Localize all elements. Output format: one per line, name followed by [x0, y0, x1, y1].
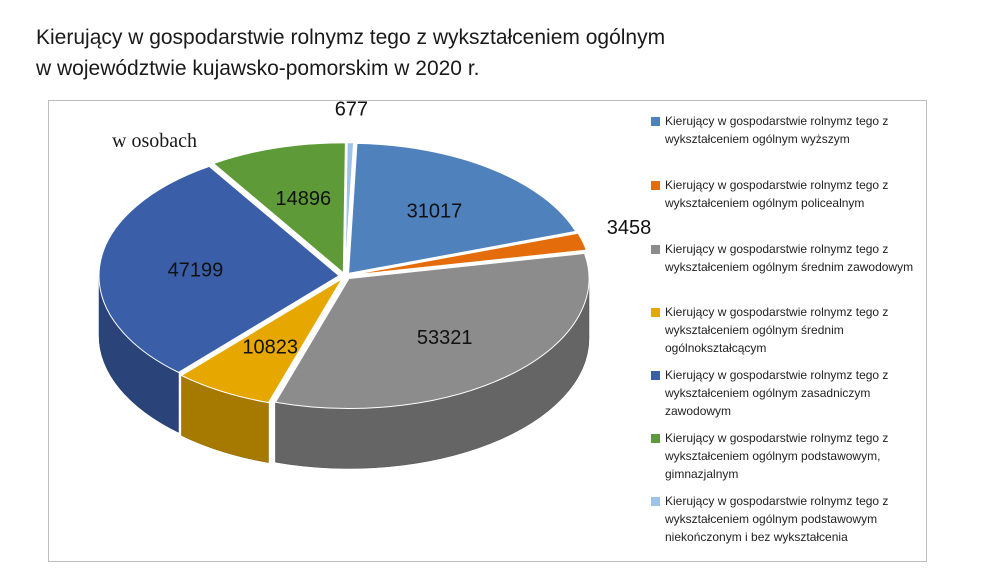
- legend-swatch: [651, 497, 660, 506]
- legend-item: [650, 112, 925, 176]
- chart-legend: [650, 112, 925, 548]
- data-label: 47199: [167, 259, 224, 282]
- data-label: 14896: [275, 187, 332, 210]
- legend-swatch: [651, 181, 660, 190]
- legend-item: [650, 240, 925, 303]
- legend-item: [650, 176, 925, 240]
- chart-title-line-1: Kierujący w gospodarstwie rolnymz tego z wykształceniem ogólnym: [36, 26, 666, 49]
- legend-swatch: [651, 371, 660, 380]
- legend-item: [650, 303, 925, 366]
- legend-item: [650, 429, 925, 492]
- chart-title-line-2: w województwie kujawsko-pomorskim w 2020 r.: [36, 57, 480, 80]
- data-label: 3458: [606, 216, 652, 239]
- unit-label: w osobach: [112, 130, 197, 152]
- legend-item: [650, 492, 925, 548]
- legend-swatch: [651, 117, 660, 126]
- legend-label: Kierujący w gospodarstwie rolnymz tego z wykształceniem ogólnym policealnym: [665, 178, 889, 210]
- data-label: 53321: [416, 326, 473, 349]
- legend-swatch: [651, 245, 660, 254]
- legend-label: Kierujący w gospodarstwie rolnymz tego z wykształceniem ogólnym średnim ogólnokształcącym: [665, 305, 889, 355]
- legend-label: Kierujący w gospodarstwie rolnymz tego z wykształceniem ogólnym podstawowym niekończonym i bez wykształcenia: [665, 494, 889, 544]
- data-label: 10823: [242, 336, 299, 359]
- data-label: 31017: [406, 200, 463, 223]
- legend-swatch: [651, 434, 660, 443]
- legend-label: Kierujący w gospodarstwie rolnymz tego z wykształceniem ogólnym wyższym: [665, 114, 889, 146]
- legend-swatch: [651, 308, 660, 317]
- legend-item: [650, 366, 925, 429]
- legend-label: Kierujący w gospodarstwie rolnymz tego z wykształceniem ogólnym zasadniczym zawodowym: [665, 368, 889, 418]
- legend-label: Kierujący w gospodarstwie rolnymz tego z wykształceniem ogólnym podstawowym, gimnazjalnym: [665, 431, 889, 481]
- data-label: 677: [334, 98, 369, 121]
- legend-label: Kierujący w gospodarstwie rolnymz tego z wykształceniem ogólnym średnim zawodowym: [665, 242, 914, 274]
